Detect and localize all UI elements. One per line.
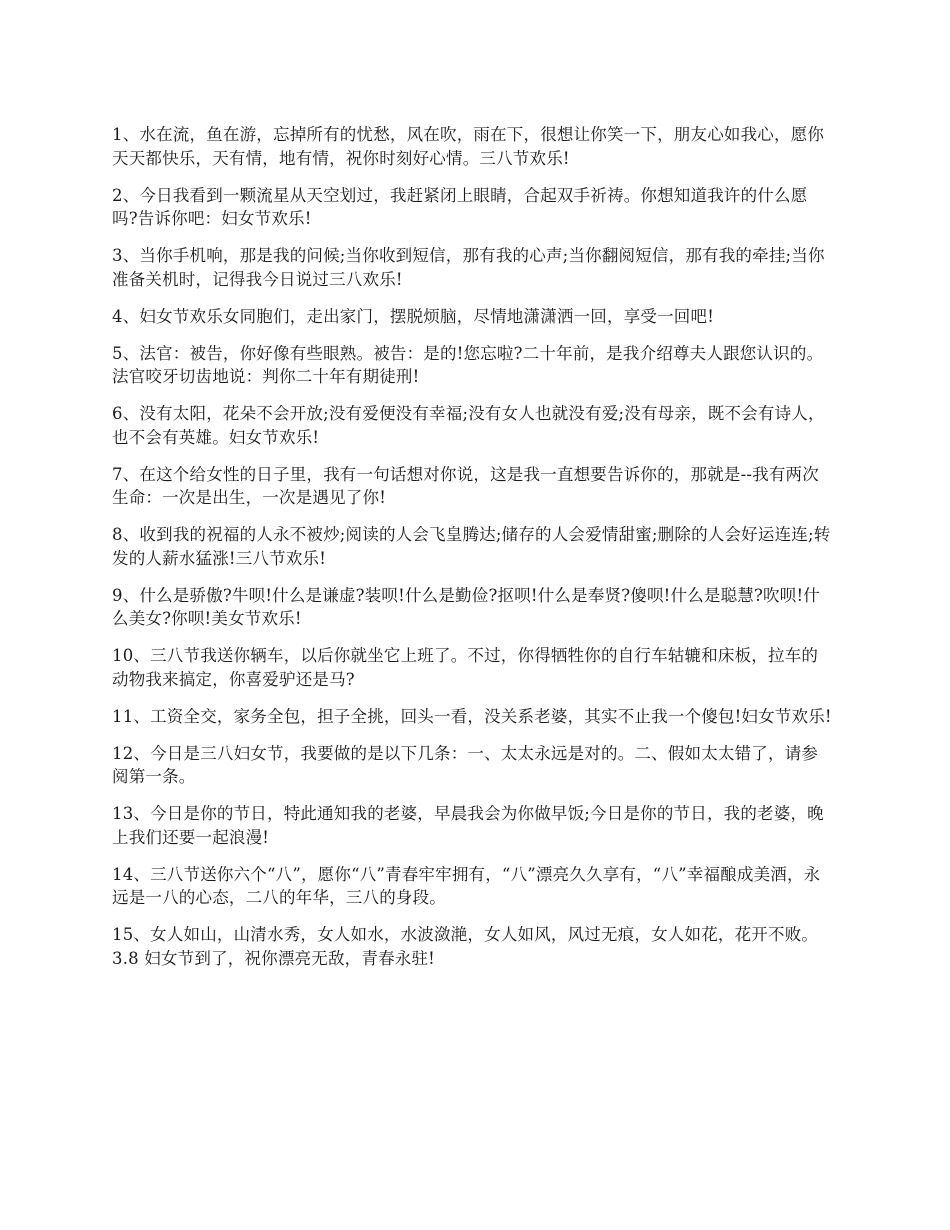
paragraph-3: 3、当你手机响，那是我的问候;当你收到短信，那有我的心声;当你翻阅短信，那有我的牵挂;当你准备关机时，记得我今日说过三八欢乐! (112, 246, 825, 289)
paragraph-12: 12、今日是三八妇女节，我要做的是以下几条：一、太太永远是对的。二、假如太太错了，请参阅第一条。 (112, 743, 819, 786)
paragraph-6: 6、没有太阳，花朵不会开放;没有爱便没有幸福;没有女人也就没有爱;没有母亲，既不会有诗人，也不会有英雄。妇女节欢乐! (112, 404, 825, 447)
paragraph-15: 15、女人如山，山清水秀，女人如水，水波潋滟，女人如风，风过无痕，女人如花，花开不败。3.8 妇女节到了，祝你漂亮无敌，青春永驻! (112, 925, 819, 968)
paragraph-13: 13、今日是你的节日，特此通知我的老婆，早晨我会为你做早饭;今日是你的节日，我的老婆，晚上我们还要一起浪漫! (112, 804, 824, 847)
paragraph-9: 9、什么是骄傲?牛呗!什么是谦虚?装呗!什么是勤俭?抠呗!什么是奉贤?傻呗!什么是聪慧?吹呗!什么美女?你呗!美女节欢乐! (112, 585, 820, 628)
paragraph-14: 14、三八节送你六个“八”，愿你“八”青春牢牢拥有，“八”漂亮久久享有，“八”幸福酿成美酒，永远是一八的心态，二八的年华，三八的身段。 (112, 864, 821, 907)
paragraph-7: 7、在这个给女性的日子里，我有一句话想对你说，这是我一直想要告诉你的，那就是--我有两次生命：一次是出生，一次是遇见了你! (112, 464, 819, 507)
paragraph-8: 8、收到我的祝福的人永不被炒;阅读的人会飞皇腾达;储存的人会爱情甜蜜;删除的人会好运连连;转发的人薪水猛涨!三八节欢乐! (112, 525, 831, 568)
paragraph-11: 11、工资全交，家务全包，担子全挑，回头一看，没关系老婆，其实不止我一个傻包!妇女节欢乐! (112, 706, 832, 726)
paragraph-10: 10、三八节我送你辆车，以后你就坐它上班了。不过，你得牺牲你的自行车轱辘和床板，拉车的动物我来搞定，你喜爱驴还是马? (112, 646, 819, 689)
paragraph-5: 5、法官：被告，你好像有些眼熟。被告：是的!您忘啦?二十年前，是我介绍尊夫人跟您认识的。法官咬牙切齿地说：判你二十年有期徒刑! (112, 343, 824, 386)
paragraph-4: 4、妇女节欢乐女同胞们，走出家门，摆脱烦脑，尽情地潇潇洒一回，享受一回吧! (112, 306, 715, 326)
document-body (112, 123, 832, 984)
paragraph-1: 1、水在流，鱼在游，忘掉所有的忧愁，风在吹，雨在下，很想让你笑一下，朋友心如我心，愿你天天都快乐，天有情，地有情，祝你时刻好心情。三八节欢乐! (112, 125, 825, 168)
paragraph-2: 2、今日我看到一颗流星从天空划过，我赶紧闭上眼睛，合起双手祈祷。你想知道我许的什么愿吗?告诉你吧：妇女节欢乐! (112, 185, 808, 228)
